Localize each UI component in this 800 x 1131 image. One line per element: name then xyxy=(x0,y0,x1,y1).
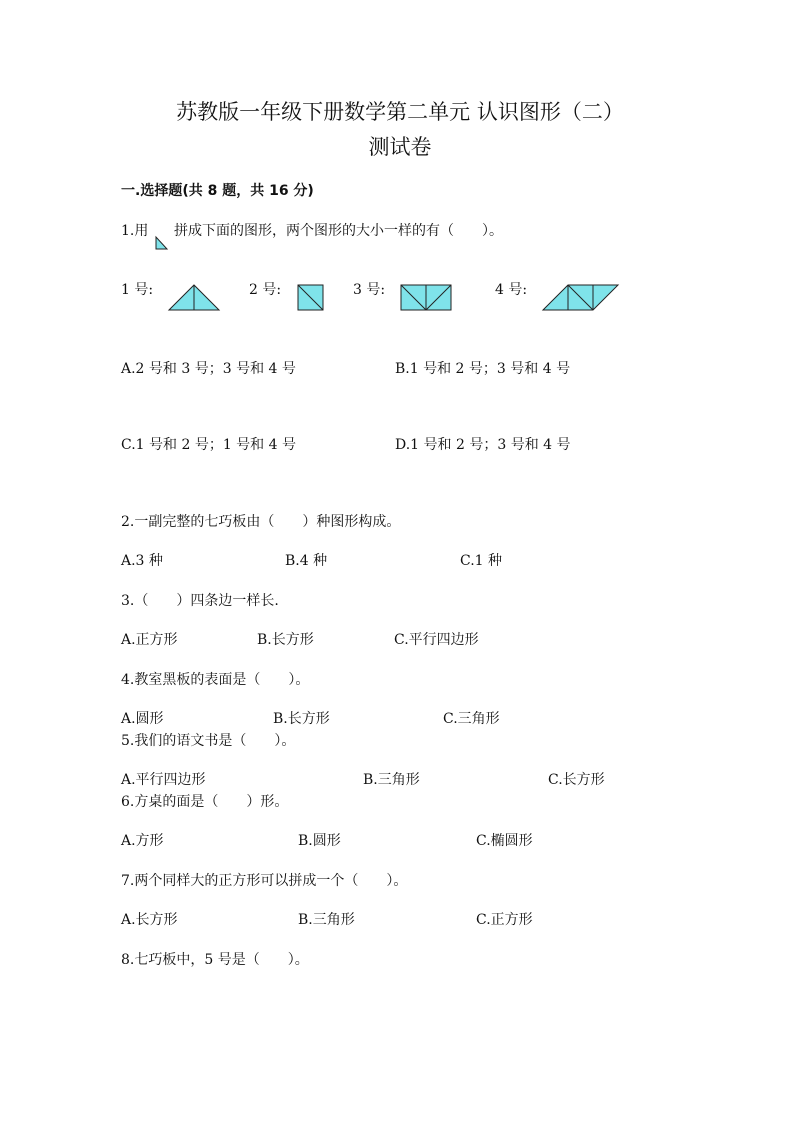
q3-option-c[interactable]: C.平行四边形 xyxy=(394,632,479,648)
q4-option-c[interactable]: C.三角形 xyxy=(443,711,500,727)
question-1-text: 拼成下面的图形，两个图形的大小一样的有（ ）。 xyxy=(174,223,503,239)
rectangle-icon xyxy=(400,284,454,312)
question-5: 5.我们的语文书是（ ）。 xyxy=(121,733,296,749)
question-3: 3.（ ）四条边一样长. xyxy=(121,593,279,609)
q7-option-b[interactable]: B.三角形 xyxy=(298,912,355,928)
small-triangle-icon xyxy=(155,236,169,250)
q7-option-c[interactable]: C.正方形 xyxy=(476,912,533,928)
question-8: 8.七巧板中，5 号是（ ）。 xyxy=(121,952,309,968)
q1-option-b[interactable]: B.1 号和 2 号；3 号和 4 号 xyxy=(395,361,571,377)
shape-label-3: 3 号: xyxy=(353,282,386,298)
square-icon xyxy=(297,284,325,312)
question-6: 6.方桌的面是（ ）形。 xyxy=(121,794,289,810)
q1-option-a[interactable]: A.2 号和 3 号；3 号和 4 号 xyxy=(121,361,296,377)
triangle-icon xyxy=(168,284,222,312)
q2-option-b[interactable]: B.4 种 xyxy=(285,553,328,569)
page-title: 苏教版一年级下册数学第二单元 认识图形（二） xyxy=(176,100,624,124)
q1-option-d[interactable]: D.1 号和 2 号；3 号和 4 号 xyxy=(395,437,571,453)
q5-option-b[interactable]: B.三角形 xyxy=(363,772,420,788)
q2-option-a[interactable]: A.3 种 xyxy=(121,553,163,569)
q5-option-a[interactable]: A.平行四边形 xyxy=(121,772,206,788)
q6-option-a[interactable]: A.方形 xyxy=(121,833,164,849)
q1-option-c[interactable]: C.1 号和 2 号；1 号和 4 号 xyxy=(121,437,296,453)
q5-option-c[interactable]: C.长方形 xyxy=(548,772,605,788)
page-subtitle: 测试卷 xyxy=(368,135,432,159)
q6-option-b[interactable]: B.圆形 xyxy=(298,833,341,849)
shape-label-2: 2 号: xyxy=(249,282,282,298)
question-7: 7.两个同样大的正方形可以拼成一个（ ）。 xyxy=(121,873,408,889)
question-1-prefix: 1.用 xyxy=(121,223,149,239)
q6-option-c[interactable]: C.椭圆形 xyxy=(476,833,533,849)
parallelogram-icon xyxy=(542,284,622,312)
question-4: 4.教室黑板的表面是（ ）。 xyxy=(121,672,310,688)
q7-option-a[interactable]: A.长方形 xyxy=(121,912,178,928)
shape-label-4: 4 号: xyxy=(495,282,528,298)
q3-option-b[interactable]: B.长方形 xyxy=(257,632,314,648)
section-heading: 一.选择题(共 8 题，共 16 分) xyxy=(121,183,314,199)
q2-option-c[interactable]: C.1 种 xyxy=(460,553,503,569)
question-2: 2.一副完整的七巧板由（ ）种图形构成。 xyxy=(121,514,401,530)
shape-label-1: 1 号: xyxy=(121,282,154,298)
q4-option-a[interactable]: A.圆形 xyxy=(121,711,164,727)
q4-option-b[interactable]: B.长方形 xyxy=(273,711,330,727)
q3-option-a[interactable]: A.正方形 xyxy=(121,632,178,648)
